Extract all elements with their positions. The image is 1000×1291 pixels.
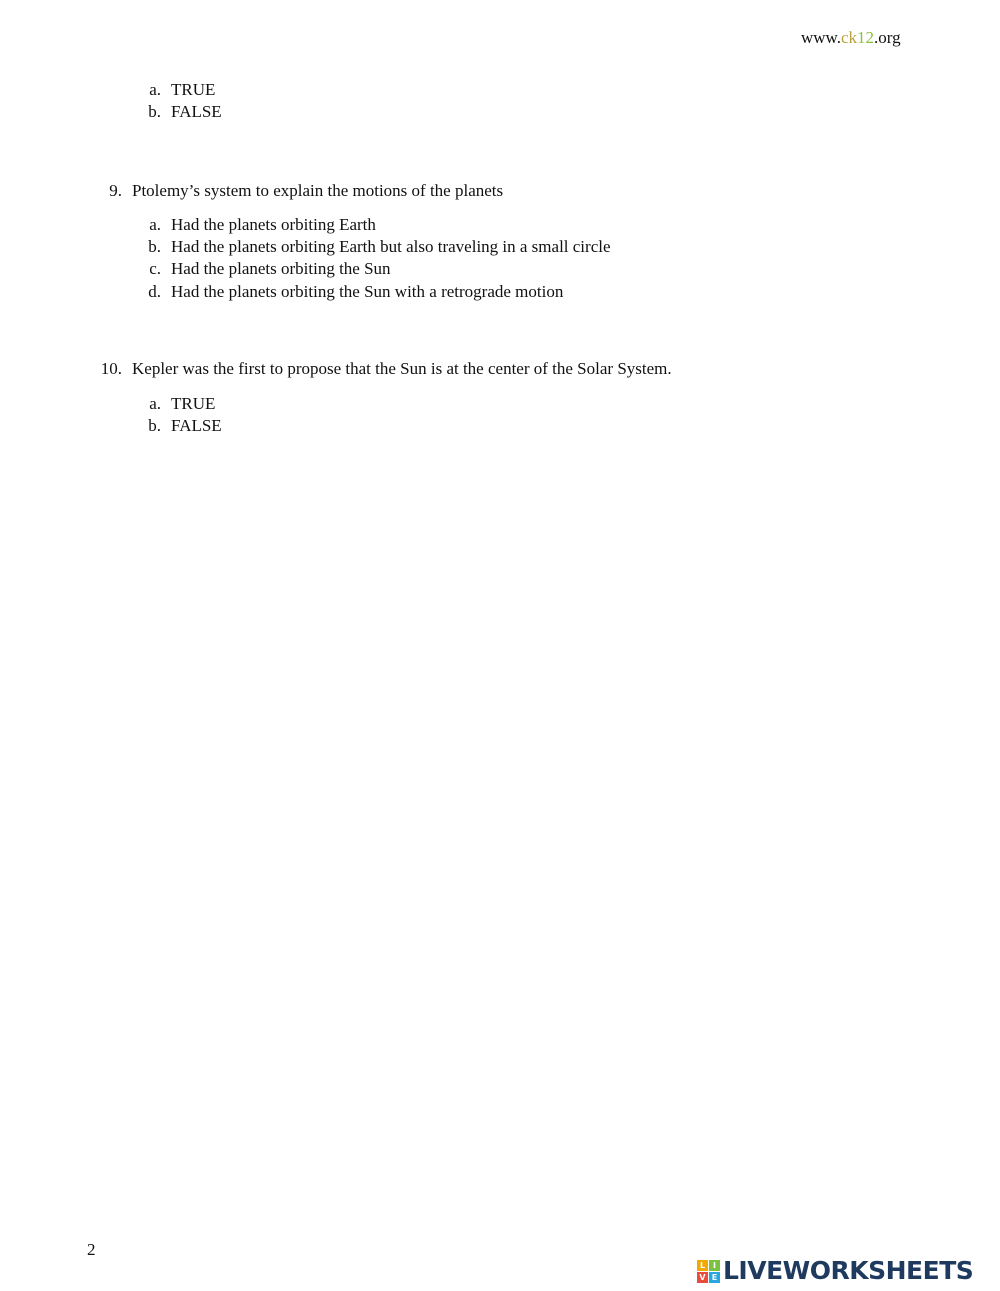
question-text: Kepler was the first to propose that the Sun is at the center of the Solar System. [132,359,672,378]
option-text: FALSE [171,102,222,121]
page-number: 2 [87,1240,96,1259]
option-marker: b. [148,102,161,121]
option-text: TRUE [171,80,216,99]
option-marker: a. [149,80,161,99]
logo-block: V [697,1272,708,1283]
source-url [801,28,901,48]
url-suffix: .org [874,28,901,47]
question-number: 9. [109,181,122,200]
logo-blocks-icon [697,1260,720,1283]
logo-block: I [709,1260,720,1271]
option-marker: c. [149,259,161,278]
option-text: Had the planets orbiting Earth [171,215,376,234]
logo-block: L [697,1260,708,1271]
url-prefix: www. [801,28,841,47]
liveworksheets-logo [697,1256,973,1286]
url-12: 12 [857,28,875,47]
option-marker: d. [148,282,161,301]
url-ck: ck [840,28,858,47]
option-marker: b. [148,237,161,256]
logo-text: LIVEWORKSHEETS [723,1256,974,1285]
option-text: FALSE [171,416,222,435]
option-marker: b. [148,416,161,435]
question-text: Ptolemy’s system to explain the motions of the planets [132,181,504,200]
option-text: Had the planets orbiting the Sun with a retrograde motion [171,282,564,301]
option-text: TRUE [171,394,216,413]
question-number: 10. [100,359,122,378]
option-marker: a. [149,215,161,234]
option-text: Had the planets orbiting the Sun [171,259,391,278]
logo-block: E [709,1272,720,1283]
option-text: Had the planets orbiting Earth but also traveling in a small circle [171,237,611,256]
option-marker: a. [149,394,161,413]
